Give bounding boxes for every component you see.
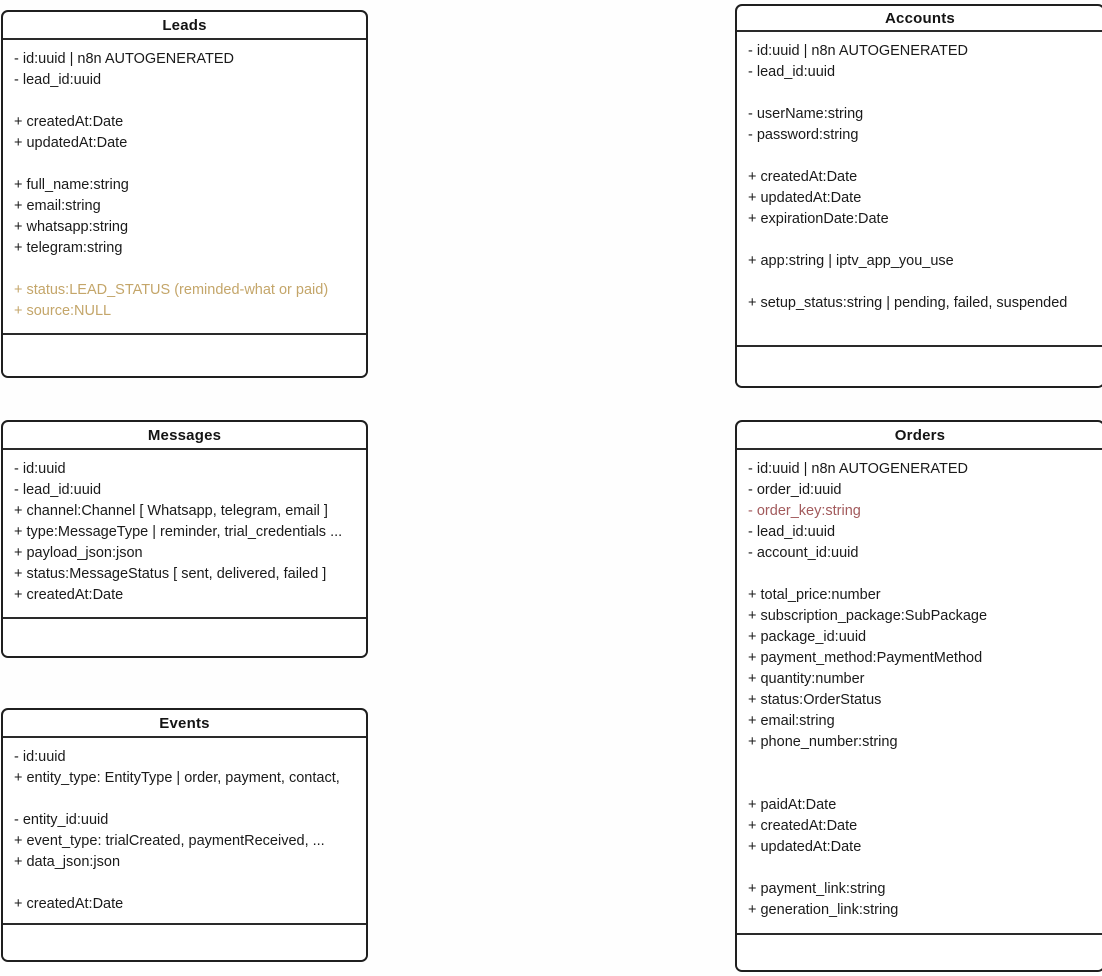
field-row: + status:MessageStatus [ sent, delivered, failed ] [14, 566, 327, 582]
spacer-row [14, 259, 366, 280]
field-row: - id:uuid [14, 749, 66, 765]
field-row: + subscription_package:SubPackage [748, 608, 988, 624]
entity-title: Messages [3, 422, 366, 450]
field-row: + paidAt:Date [748, 797, 837, 813]
field-row: - id:uuid | n8n AUTOGENERATED [748, 461, 969, 477]
field-row: + updatedAt:Date [748, 839, 862, 855]
field-row: + updatedAt:Date [748, 190, 862, 206]
field-row: + data_json:json [14, 854, 121, 870]
field-row: + payload_json:json [14, 545, 143, 561]
field-row: + quantity:number [748, 671, 865, 687]
field-row: + email:string [748, 713, 835, 729]
field-row: + source:NULL [14, 303, 112, 319]
entity-title: Leads [3, 12, 366, 40]
entity-footer-compartment [3, 333, 366, 376]
entity-fields-compartment [737, 32, 1102, 345]
spacer-row [748, 564, 1102, 585]
field-row: + event_type: trialCreated, paymentReceived, ... [14, 833, 325, 849]
field-row: - entity_id:uuid [14, 812, 109, 828]
field-row: + package_id:uuid [748, 629, 867, 645]
entity-box-events[interactable] [1, 708, 368, 962]
field-row: + entity_type: EntityType | order, payment, contact, [14, 770, 340, 786]
field-row: + total_price:number [748, 587, 881, 603]
field-row: + generation_link:string [748, 902, 899, 918]
field-row: - lead_id:uuid [748, 524, 836, 540]
field-row: + payment_link:string [748, 881, 886, 897]
entity-footer-compartment [3, 923, 366, 960]
field-row: - userName:string [748, 106, 864, 122]
entity-fields-compartment [3, 450, 366, 617]
spacer-row [748, 146, 1102, 167]
entity-footer-compartment [737, 933, 1102, 970]
entity-fields-compartment [3, 738, 366, 923]
spacer-row [14, 91, 366, 112]
field-row: + createdAt:Date [14, 587, 124, 603]
entity-box-messages[interactable] [1, 420, 368, 658]
field-row: - password:string [748, 127, 859, 143]
field-row: - id:uuid | n8n AUTOGENERATED [14, 51, 235, 67]
field-row: + full_name:string [14, 177, 129, 193]
field-row: - account_id:uuid [748, 545, 859, 561]
field-row: + status:LEAD_STATUS (reminded-what or paid) [14, 282, 329, 298]
field-row: + createdAt:Date [748, 818, 858, 834]
entity-title: Orders [737, 422, 1102, 450]
field-row: + createdAt:Date [14, 896, 124, 912]
field-row: - order_key:string [748, 503, 861, 519]
field-row: - order_id:uuid [748, 482, 842, 498]
field-row: - lead_id:uuid [14, 482, 102, 498]
spacer-row [14, 789, 366, 810]
entity-title: Events [3, 710, 366, 738]
field-row: - lead_id:uuid [14, 72, 102, 88]
spacer-row [748, 83, 1102, 104]
field-row: + app:string | iptv_app_you_use [748, 253, 954, 269]
spacer-row [14, 873, 366, 894]
field-row: + payment_method:PaymentMethod [748, 650, 983, 666]
field-row: + status:OrderStatus [748, 692, 882, 708]
spacer-row [748, 774, 1102, 795]
field-row: + expirationDate:Date [748, 211, 889, 227]
field-row: + phone_number:string [748, 734, 898, 750]
field-row: - id:uuid | n8n AUTOGENERATED [748, 43, 969, 59]
entity-box-leads[interactable] [1, 10, 368, 378]
spacer-row [748, 272, 1102, 293]
spacer-row [748, 230, 1102, 251]
field-row: + createdAt:Date [14, 114, 124, 130]
entity-fields-compartment [3, 40, 366, 333]
field-row: + channel:Channel [ Whatsapp, telegram, email ] [14, 503, 328, 519]
field-row: + email:string [14, 198, 101, 214]
entity-fields-compartment [737, 450, 1102, 933]
entity-title: Accounts [737, 6, 1102, 32]
field-row: + telegram:string [14, 240, 123, 256]
spacer-row [748, 753, 1102, 774]
entity-footer-compartment [3, 617, 366, 656]
entity-footer-compartment [737, 345, 1102, 386]
field-row: + type:MessageType | reminder, trial_credentials ... [14, 524, 343, 540]
spacer-row [748, 858, 1102, 879]
field-row: + updatedAt:Date [14, 135, 128, 151]
entity-box-orders[interactable] [735, 420, 1102, 972]
field-row: + createdAt:Date [748, 169, 858, 185]
entity-box-accounts[interactable] [735, 4, 1102, 388]
field-row: - lead_id:uuid [748, 64, 836, 80]
field-row: - id:uuid [14, 461, 66, 477]
field-row: + whatsapp:string [14, 219, 129, 235]
spacer-row [14, 154, 366, 175]
field-row: + setup_status:string | pending, failed, suspended [748, 295, 1068, 311]
